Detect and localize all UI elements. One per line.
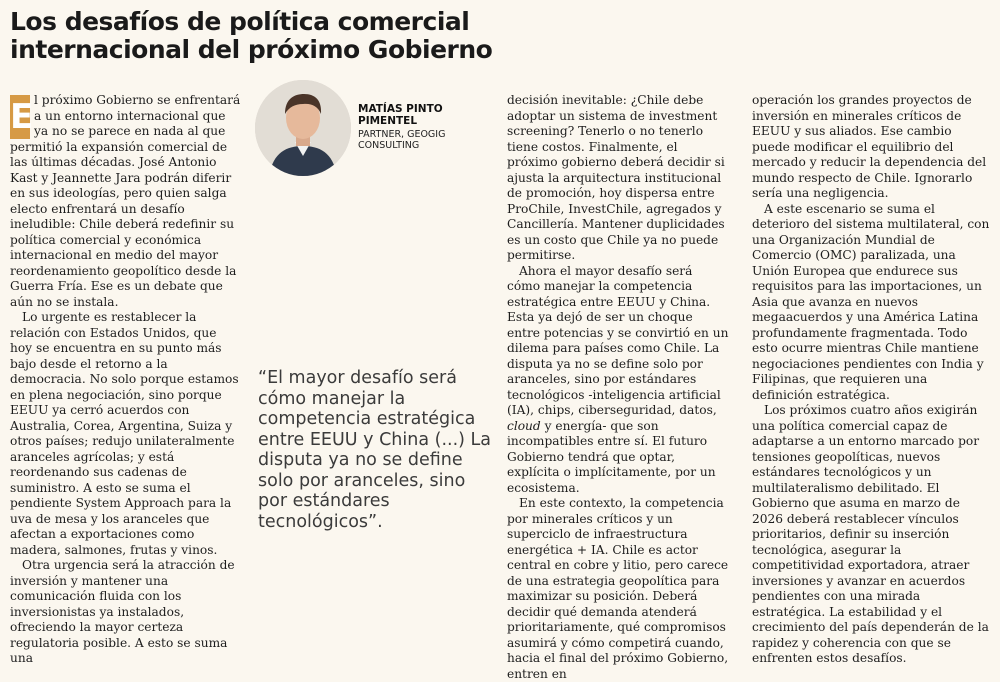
paragraph: A este escenario se suma el deterioro del sistema multilateral, con una Organización Mundial de Comercio (OMC) paralizada, una Unión Europea que endurece sus requisitos para las importaciones, un Asia que avanza en nuevos megaacuerdos y una América Latina profundamente fragmentada. Todo esto ocurre mientras Chile mantiene negociaciones pendientes con India y Filipinas, que requieren una definición estratégica. [752,201,990,402]
article-headline [10,8,610,64]
paragraph: E l próximo Gobierno se enfrentará a un entorno internacional que ya no se parece en nada al que permitió la expansión comercial de las últimas décadas. José Antonio Kast y Jeannette Jara podrán diferir en sus ideologías, pero quien salga electo enfrentará un desafío ineludible: Chile deberá redefinir su política comercial y económica internacional en medio del mayor reordenamiento geopolítico desde la Guerra Fría. Ese es un debate que aún no se instala. [10,93,241,309]
author-portrait-icon [255,80,351,176]
pull-quote: “El mayor desafío será cómo manejar la competencia estratégica entre EEUU y China (...) La disputa ya no se define solo por aranceles, sino por estándares tecnológicos”. [258,368,492,532]
paragraph: Los próximos cuatro años exigirán una política comercial capaz de adaptarse a un entorno marcado por tensiones geopolíticas, nuevos estándares tecnológicos y un multilateralismo debilitado. El Gobierno que asuma en marzo de 2026 deberá restablecer vínculos prioritarios, definir su inserción tecnológica, asegurar la competitividad exportadora, atraer inversiones y avanzar en acuerdos pendientes con una mirada estratégica. La estabilidad y el crecimiento del país dependerán de la rapidez y coherencia con que se enfrenten estos desafíos. [752,403,989,665]
paragraph: En este contexto, la competencia por minerales críticos y un superciclo de infraestructura energética + IA. Chile es actor central en cobre y litio, pero carece de una estrategia geopolítica para maximizar su posición. Deberá decidir qué demanda atenderá prioritariamente, qué compromisos asumirá y cómo competirá cuando, hacia el final del próximo Gobierno, entren en [507,496,729,681]
author-name: MATÍAS PINTO PIMENTEL [358,103,443,127]
paragraph: Ahora el mayor desafío será cómo manejar la competencia estratégica entre EEUU y China. Esta ya dejó de ser un choque entre potencias y se convirtió en un dilema para países como Chile. La disputa ya no se define solo por aranceles, sino por estándares tecnológicos -inteligencia artificial (IA), chips, ciberseguridad, datos, cloud y energía- que son incompatibles entre sí. El futuro Gobierno tendrá que optar, explícita o implícitamente, por un ecosistema. [507,263,729,495]
headline-line-2: internacional del próximo Gobierno [10,35,493,64]
dropcap: E [10,97,34,137]
column-3 [507,93,729,682]
author-role: PARTNER, GEOGIG CONSULTING [358,129,446,151]
paragraph: operación los grandes proyectos de inversión en minerales críticos de EEUU y sus aliados. Ese cambio puede modificar el equilibrio del mercado y reducir la dependencia del mundo respecto de Chile. Ignorarlo sería una negligencia. [752,93,987,200]
headline-line-1: Los desafíos de política comercial [10,7,470,36]
paragraph: Lo urgente es restablecer la relación con Estados Unidos, que hoy se encuentra en su punto más bajo desde el retorno a la democracia. No solo porque estamos en plena negociación, sino porque EEUU ya cerró acuerdos con Australia, Corea, Argentina, Suiza y otros países; redujo unilateralmente aranceles agrícolas; y está reordenando sus cadenas de suministro. A esto se suma el pendiente System Approach para la uva de mesa y los aranceles que afectan a exportaciones como madera, salmones, frutas y vinos. [10,310,239,557]
column-1 [10,93,242,667]
paragraph: decisión inevitable: ¿Chile debe adoptar un sistema de investment screening? Tenerlo o no tenerlo tiene costos. Finalmente, el próximo gobierno deberá decidir si ajusta la arquitectura institucional de promoción, hoy dispersa entre ProChile, InvestChile, agregados y Cancillería. Mantener duplicidades es un costo que Chile ya no puede permitirse. [507,93,725,262]
author-byline [358,103,488,151]
column-4 [752,93,990,667]
paragraph: Otra urgencia será la atracción de inversión y mantener una comunicación fluida con los inversionistas ya instalados, ofreciendo la mayor certeza regulatoria posible. A esto se suma una [10,558,235,665]
author-photo [255,80,351,176]
